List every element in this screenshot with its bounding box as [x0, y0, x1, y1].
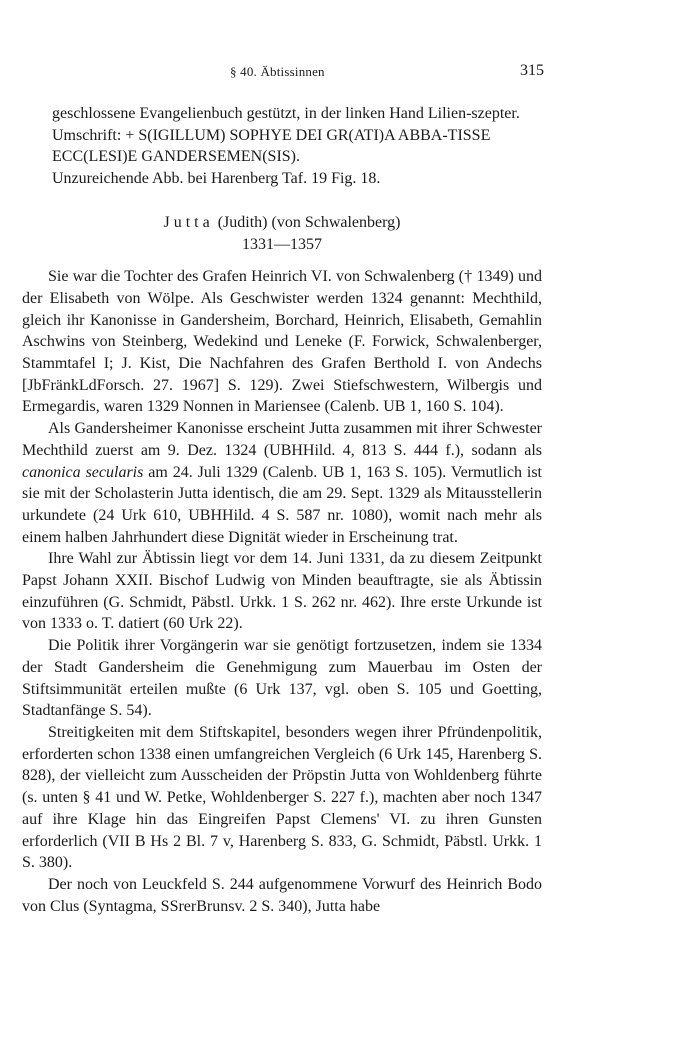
seal-inscription: Umschrift: + S(IGILLUM) SOPHYE DEI GR(ATI)A ABBA-TISSE ECC(LESI)E GANDERSEMEN(SIS). [52, 126, 491, 166]
seal-description [22, 103, 542, 190]
abbess-years: 1331—1357 [242, 235, 322, 253]
paragraph-canoness-text-a: Als Gandersheimer Kanonisse erscheint Jutta zusammen mit ihrer Schwester Mechthild zuerst am 9. Dez. 1324 (UBHHild. 4, 813 S. 444 f.), sodann als [22, 420, 542, 459]
paragraph-family: Sie war die Tochter des Grafen Heinrich VI. von Schwalenberg († 1349) und der Elisabeth von Wölpe. Als Geschwister werden 1324 genannt: Mechthild, gleich ihr Kanonisse in Gandersheim, Borchard, Heinrich, Elisabeth, Gemahlin Aschwins von Steinberg, Wedekind und Leneke (F. Forwick, Schwalenberger, Stammtafel I; J. Kist, Die Nachfahren des Grafen Berthold I. von Andechs [JbFränkLdForsch. 27. 1967] S. 129). Zwei Stiefschwestern, Wilbergis und Ermegardis, waren 1329 Nonnen in Mariensee (Calenb. UB 1, 160 S. 104). [22, 268, 542, 416]
seal-description-line: geschlossene Evangelienbuch gestützt, in der linken Hand Lilien-szepter. [52, 105, 520, 122]
latin-term: canonica secularis [22, 463, 144, 481]
section-heading [22, 212, 542, 255]
abbess-name-detail: (Judith) (von Schwalenberg) [213, 213, 401, 231]
seal-illustration-reference: Unzureichende Abb. bei Harenberg Taf. 19 Fig. 18. [52, 170, 381, 188]
paragraph-election: Ihre Wahl zur Äbtissin liegt vor dem 14. Juni 1331, da zu diesem Zeitpunkt Papst Johann XXII. Bischof Ludwig von Minden beauftragte, sie als Äbtissin einzuführen (G. Schmidt, Päbstl. Urkk. 1 S. 262 nr. 462). Ihre erste Urkunde ist von 1333 o. T. datiert (60 Urk 22). [22, 550, 542, 633]
page-header [22, 64, 542, 86]
abbess-name-line [22, 212, 542, 234]
page-body [22, 103, 542, 917]
running-title: § 40. Äbtissinnen [230, 64, 325, 79]
paragraph-politics: Die Politik ihrer Vorgängerin war sie genötigt fortzusetzen, indem sie 1334 der Stadt Gandersheim die Genehmigung zum Mauerbau im Osten der Stiftsimmunität erteilen mußte (6 Urk 137, vgl. oben S. 105 und Goetting, Stadtanfänge S. 54). [22, 637, 542, 720]
abbess-name: Jutta [163, 213, 214, 231]
paragraph-canoness-text-b: am 24. Juli 1329 (Calenb. UB 1, 163 S. 105). Vermutlich ist sie mit der Scholasterin Jutta identisch, die am 29. Sept. 1329 als Mitausstellerin urkundete (24 Urk 610, UBHHild. 4 S. 587 nr. 1080), womit nach mehr als einem halben Jahrhundert diese Dignität wieder in Erscheinung trat. [22, 463, 543, 546]
paragraph-accusation: Der noch von Leuckfeld S. 244 aufgenommene Vorwurf des Heinrich Bodo von Clus (Syntagma, SSrerBrunsv. 2 S. 340), Jutta habe [22, 875, 542, 915]
page-number: 315 [520, 62, 544, 79]
paragraph-canoness [22, 418, 542, 548]
paragraph-disputes: Streitigkeiten mit dem Stiftskapitel, besonders wegen ihrer Pfründenpolitik, erforderten schon 1338 einen umfangreichen Vergleich (6 Urk 145, Harenberg S. 828), der vielleicht zum Ausscheiden der Pröpstin Jutta von Wohldenberg führte (s. unten § 41 und W. Petke, Wohldenberger S. 227 f.), machten aber noch 1347 auf ihre Klage hin das Eingreifen Papst Clemens' VI. zu ihren Gunsten erforderlich (VII B Hs 2 Bl. 7 v, Harenberg S. 833, G. Schmidt, Päbstl. Urkk. 1 S. 380). [22, 723, 542, 872]
